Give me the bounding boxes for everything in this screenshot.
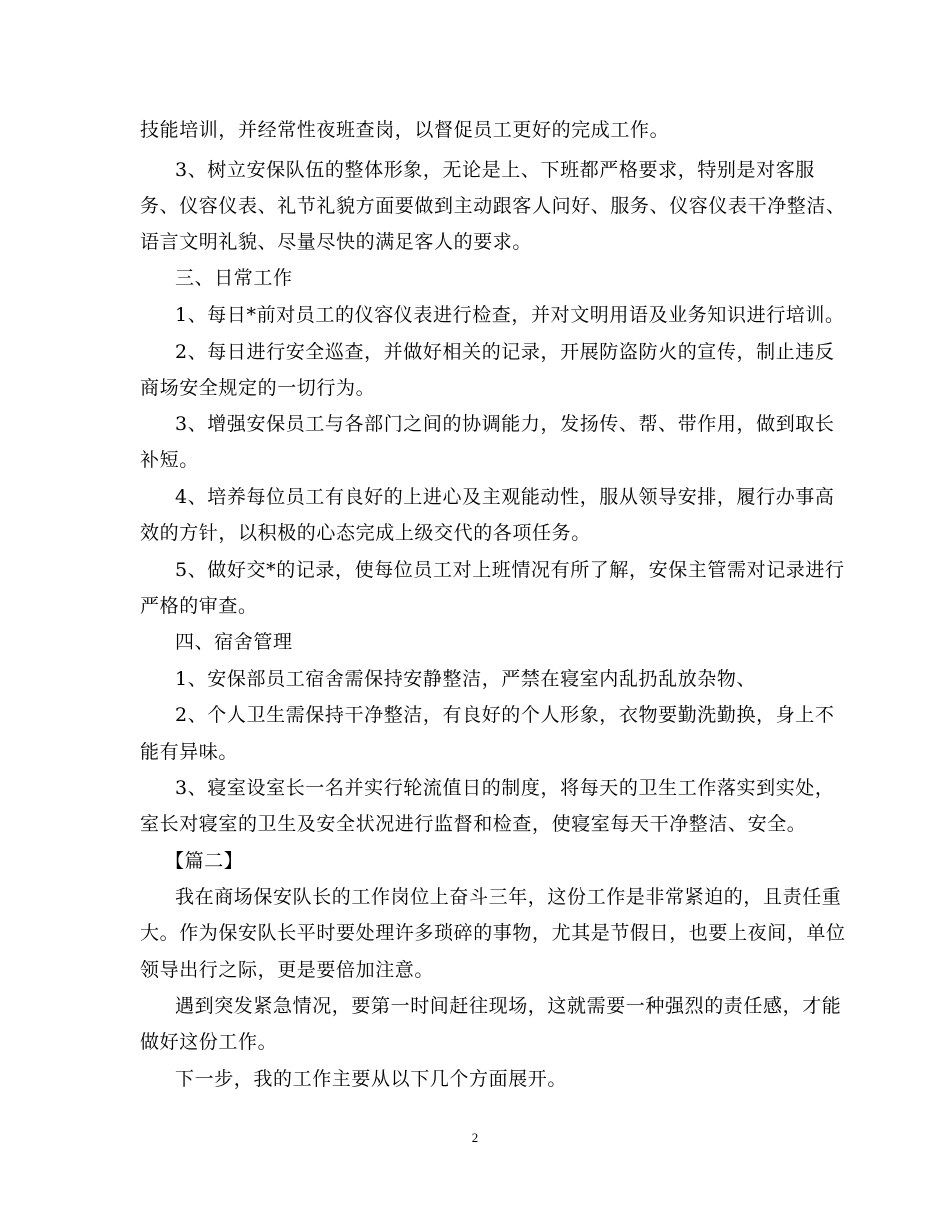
text-line: 下一步，我的工作主要从以下几个方面展开。 [175,1068,568,1090]
text-line: 遇到突发紧急情况，要第一时间赶往现场，这就需要一种强烈的责任感，才能 [175,995,842,1017]
text-line: 我在商场保安队长的工作岗位上奋斗三年，这份工作是非常紧迫的，且责任重 [175,886,842,908]
text-line: 1、安保部员工宿舍需保持安静整洁，严禁在寝室内乱扔乱放杂物、 [175,668,757,690]
text-line: 效的方针，以积极的心态完成上级交代的各项任务。 [140,522,591,544]
text-line: 做好这份工作。 [140,1031,278,1053]
section-heading: 四、宿舍管理 [175,631,293,653]
text-line: 2、个人卫生需保持干净整洁，有良好的个人形象，衣物要勤洗勤换，身上不 [175,704,835,726]
section-heading: 三、日常工作 [175,267,293,289]
text-line: 1、每日*前对员工的仪容仪表进行检查，并对文明用语及业务知识进行培训。 [175,304,845,326]
section-heading: 【篇二】 [165,850,244,872]
text-line: 室长对寝室的卫生及安全状况进行监督和检查，使寝室每天干净整洁、安全。 [140,813,807,835]
text-line: 严格的审查。 [140,595,258,617]
text-line: 补短。 [140,449,199,471]
text-line: 3、寝室设室长一名并实行轮流值日的制度，将每天的卫生工作落实到实处， [175,777,835,799]
text-line: 2、每日进行安全巡查，并做好相关的记录，开展防盗防火的宣传，制止违反 [175,341,835,363]
text-line: 大。作为保安队长平时要处理许多琐碎的事物，尤其是节假日，也要上夜间，单位 [140,922,846,944]
page-number: 2 [471,1130,479,1145]
text-line: 务、仪容仪表、礼节礼貌方面要做到主动跟客人问好、服务、仪容仪表干净整洁、 [140,195,846,217]
text-line: 3、树立安保队伍的整体形象，无论是上、下班都严格要求，特别是对客服 [175,159,815,181]
text-line: 商场安全规定的一切行为。 [140,377,376,399]
text-line: 5、做好交*的记录，使每位员工对上班情况有所了解，安保主管需对记录进行 [175,559,845,581]
text-line: 能有异味。 [140,741,239,763]
text-line: 技能培训，并经常性夜班查岗，以督促员工更好的完成工作。 [140,119,670,141]
text-line: 领导出行之际，更是要倍加注意。 [140,959,435,981]
text-line: 语言文明礼貌、尽量尽快的满足客人的要求。 [140,231,533,253]
text-line: 3、增强安保员工与各部门之间的协调能力，发扬传、帮、带作用，做到取长 [175,413,835,435]
text-line: 4、培养每位员工有良好的上进心及主观能动性，服从领导安排，履行办事高 [175,486,835,508]
